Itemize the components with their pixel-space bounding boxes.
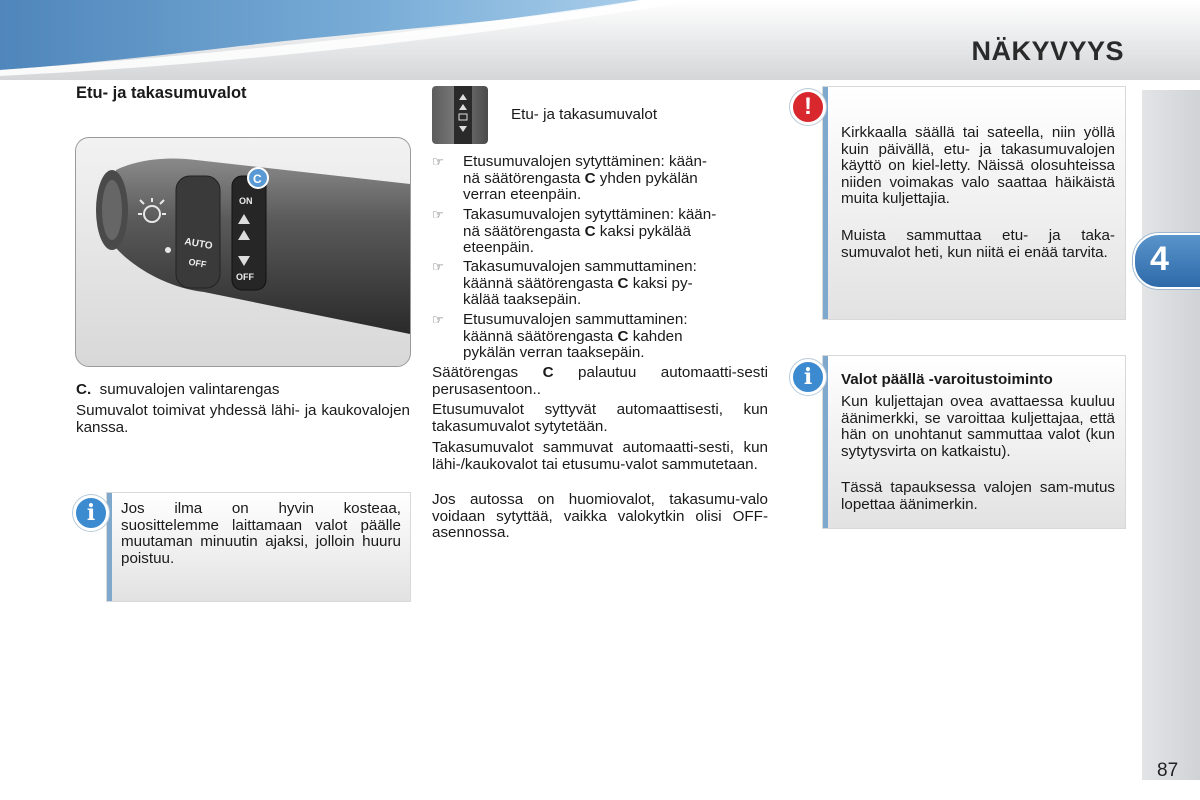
humidity-note xyxy=(106,492,411,602)
pointing-hand-icon: ☞ xyxy=(432,312,444,327)
pointing-hand-icon: ☞ xyxy=(432,259,444,274)
list-item: ☞ Takasumuvalojen sytyttäminen: kään- nä säätörengasta C kaksi pykälää eteenpäin. xyxy=(432,206,717,257)
label-auto: AUTO xyxy=(183,236,214,253)
auto-rear-off-paragraph: Takasumuvalot sammuvat automaatti-sesti, kun lähi-/kaukovalot tai etusumu-valot sammutetaan. xyxy=(432,439,768,473)
pointing-hand-icon: ☞ xyxy=(432,207,444,222)
chapter-strip xyxy=(1142,90,1200,780)
warning-icon xyxy=(790,89,826,125)
info-icon xyxy=(73,495,109,531)
lights-on-text-1: Kun kuljettajan ovea avattaessa kuuluu äänimerkki, se varoittaa kuljettajaa, että hän on unohtanut sammuttaa valot (kun sytytysvirta on katkaistu). xyxy=(841,393,1115,460)
note-accent-bar xyxy=(823,87,828,319)
label-on: ON xyxy=(239,196,253,206)
list-item: ☞ Etusumuvalojen sammuttaminen: käännä säätörengasta C kahden pykälän verran taaksepäin. xyxy=(432,311,688,362)
auto-front-paragraph: Etusumuvalot syttyvät automaattisesti, kun takasumuvalot sytytetään. xyxy=(432,401,768,435)
callout-c: C xyxy=(253,172,262,186)
lights-on-title: Valot päällä -varoitustoiminto xyxy=(841,371,1053,388)
info-icon xyxy=(790,359,826,395)
humidity-note-text: Jos ilma on hyvin kosteaa, suosittelemme laittamaan valot päälle muutaman minuutin ajaksi, jolloin huuru poistuu. xyxy=(121,500,401,567)
pointing-hand-icon: ☞ xyxy=(432,154,444,169)
fog-info-paragraph: Sumuvalot toimivat yhdessä lähi- ja kaukovalojen kanssa. xyxy=(76,402,410,436)
warning-note xyxy=(822,86,1126,320)
lights-on-warning-note xyxy=(822,355,1126,529)
thumbnail-caption: Etu- ja takasumuvalot xyxy=(511,106,658,123)
reset-paragraph: Säätörengas C palautuu automaatti-sesti perusasentoon.. xyxy=(432,364,768,398)
caption-text: sumuvalojen valintarengas xyxy=(99,381,280,398)
chapter-number: 4 xyxy=(1150,240,1169,278)
page-number: 87 xyxy=(1157,760,1179,781)
caption-key: C. xyxy=(76,381,92,398)
warning-text-2: Muista sammuttaa etu- ja taka-sumuvalot heti, kun niitä ei enää tarvita. xyxy=(841,227,1115,261)
list-item: ☞ Takasumuvalojen sammuttaminen: käännä säätörengasta C kaksi py- kälää taaksepäin. xyxy=(432,258,697,309)
stalk-illustration xyxy=(75,137,411,367)
section-title: NÄKYVYYS xyxy=(971,36,1124,66)
photo-caption xyxy=(76,382,410,399)
label-off-2: OFF xyxy=(236,272,254,282)
lights-on-text-2: Tässä tapauksessa valojen sam-mutus lopettaa äänimerkin. xyxy=(841,479,1115,513)
label-off-1: OFF xyxy=(187,256,208,270)
list-item: ☞ Etusumuvalojen sytyttäminen: kään- nä säätörengasta C yhden pykälän verran eteenpäin. xyxy=(432,153,707,204)
warning-text-1: Kirkkaalla säällä tai sateella, niin yöllä kuin päivällä, etu- ja takasumuvalojen käyttö on kiel-letty. Näissä olosuhteissa niiden voimakas valo saattaa häikäistä muita kuljettajia. xyxy=(841,124,1115,208)
stalk-thumbnail xyxy=(432,86,488,144)
daytime-lights-paragraph: Jos autossa on huomiovalot, takasumu-valo voidaan sytyttää, vaikka valokytkin olisi OFF-asennossa. xyxy=(432,491,768,542)
section-heading: Etu- ja takasumuvalot xyxy=(76,84,247,102)
